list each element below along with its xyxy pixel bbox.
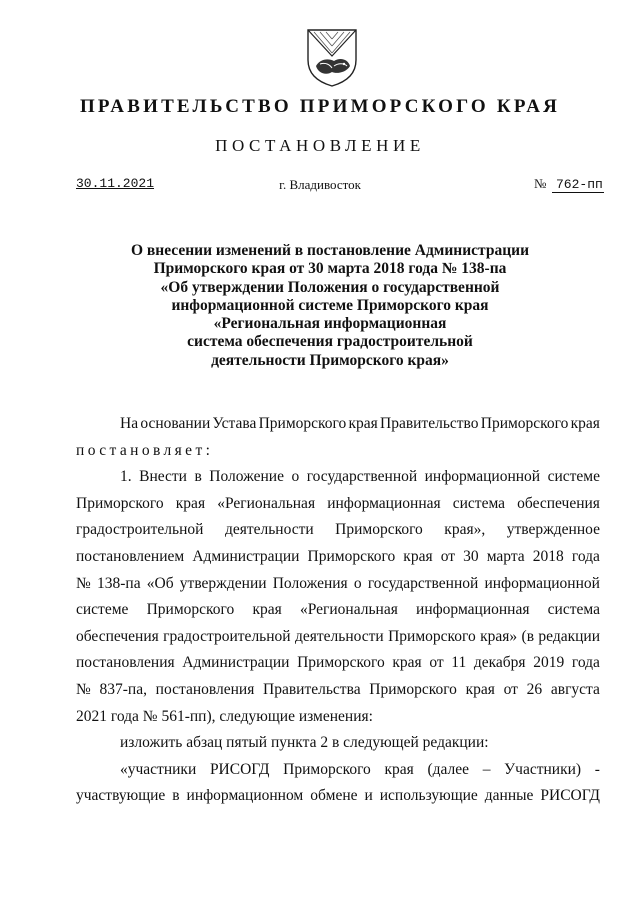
word: края xyxy=(403,547,433,565)
word: края xyxy=(252,601,282,619)
word: Положения xyxy=(272,574,348,592)
word: Приморского xyxy=(258,415,347,432)
word: Администрации xyxy=(192,547,300,565)
word: – xyxy=(482,760,491,778)
title-line: Приморского края от 30 марта 2018 года № 138-па xyxy=(153,260,507,278)
word: деятельности xyxy=(294,627,384,645)
word: Приморского xyxy=(297,654,385,672)
document-date: 30.11.2021 xyxy=(76,176,155,191)
word: градостроительной xyxy=(76,521,204,539)
word: информационном xyxy=(186,787,304,805)
word: Администрации xyxy=(182,654,290,672)
word: государственной xyxy=(367,574,479,592)
word: края», xyxy=(444,521,486,539)
word: данные xyxy=(484,787,534,805)
word: «Региональная xyxy=(217,494,316,512)
word: в xyxy=(194,468,202,486)
word: Приморского xyxy=(335,521,423,539)
title-line: О внесении изменений в постановление Администрации xyxy=(130,242,529,259)
word: информационной xyxy=(484,574,600,592)
word: использующие xyxy=(379,787,478,805)
word: утвержденное xyxy=(506,521,600,539)
word: Приморского xyxy=(76,494,164,512)
body-line: изложить абзац пятый пункта 2 в следующей редакции: xyxy=(120,734,489,752)
word: края xyxy=(392,654,422,672)
body-line: постановляет: xyxy=(76,441,214,459)
word: Правительство xyxy=(380,415,479,432)
body-line xyxy=(76,760,600,787)
word: информационная xyxy=(416,601,530,619)
word: Приморского xyxy=(369,680,457,698)
document-title xyxy=(110,242,550,370)
word: постановления xyxy=(76,654,175,672)
word: На xyxy=(120,415,139,432)
word: 11 xyxy=(451,654,467,672)
word: информационной xyxy=(424,468,541,486)
document-number: 762-пп xyxy=(552,177,604,193)
word: 2018 xyxy=(532,547,564,565)
word: обеспечения xyxy=(517,494,600,512)
word: обмене xyxy=(310,787,358,805)
word: деятельности xyxy=(224,521,314,539)
word: 1. xyxy=(120,468,132,486)
word: градостроительной xyxy=(163,627,291,645)
word: 837-па, xyxy=(99,680,147,698)
word: 26 xyxy=(526,680,543,698)
word: Правительства xyxy=(263,680,361,698)
word: основании xyxy=(140,415,211,432)
word: Устава xyxy=(212,415,257,432)
word: участвующие xyxy=(76,787,166,805)
word: Приморского xyxy=(388,627,476,645)
word: система xyxy=(547,601,600,619)
title-line: «Региональная информационная xyxy=(213,315,447,333)
word: о xyxy=(291,468,300,486)
title-line: информационной системе Приморского края xyxy=(171,296,489,314)
word: августа xyxy=(550,680,600,698)
word: системе xyxy=(76,601,129,619)
word: Внести xyxy=(139,468,187,486)
word: Приморского xyxy=(146,601,235,619)
word: редакции xyxy=(538,627,600,645)
body-line xyxy=(76,680,600,707)
word: 2019 xyxy=(533,654,565,672)
word: РИСОГД xyxy=(540,787,600,805)
word: постановления xyxy=(155,680,255,698)
word: информационная xyxy=(327,494,441,512)
word: РИСОГД xyxy=(209,760,270,778)
body-line xyxy=(76,600,600,627)
word: постановлением xyxy=(76,547,185,565)
body-line xyxy=(76,414,600,441)
word: и xyxy=(364,787,373,805)
word: Приморского xyxy=(283,760,371,778)
word: № xyxy=(76,680,91,698)
word: края xyxy=(570,415,600,432)
word: края xyxy=(465,680,495,698)
word: (далее xyxy=(427,760,470,778)
body-line xyxy=(76,574,600,601)
title-line: система обеспечения градостроительной xyxy=(187,333,473,351)
word: края» xyxy=(480,627,518,645)
body-line xyxy=(76,786,600,813)
word: края xyxy=(348,415,378,432)
word: обеспечения xyxy=(76,627,159,645)
word: года xyxy=(571,654,600,672)
word: «Региональная xyxy=(299,601,398,619)
document-type-heading: ПОСТАНОВЛЕНИЕ xyxy=(215,136,425,155)
government-heading: ПРАВИТЕЛЬСТВО ПРИМОРСКОГО КРАЯ xyxy=(79,96,561,117)
word: края xyxy=(384,760,414,778)
word: системе xyxy=(547,468,600,486)
word: Участники) xyxy=(504,760,582,778)
word: государственной xyxy=(306,468,418,486)
document-body xyxy=(76,414,600,813)
word: от xyxy=(503,680,518,698)
document-number-label: № xyxy=(534,176,547,191)
word: края xyxy=(175,494,206,512)
body-line xyxy=(76,627,600,654)
body-line xyxy=(76,520,600,547)
word: Приморского xyxy=(307,547,396,565)
body-line xyxy=(76,494,600,521)
document-city: г. Владивосток xyxy=(279,177,361,192)
word: № xyxy=(76,574,91,592)
body-line xyxy=(76,653,600,680)
word: в xyxy=(172,787,180,805)
word: утверждении xyxy=(179,574,267,592)
word: 138-па xyxy=(96,574,141,592)
word: (в xyxy=(521,627,535,645)
word: 30 xyxy=(463,547,479,565)
title-line: «Об утверждении Положения о государственной xyxy=(160,278,500,296)
word: декабря xyxy=(473,654,526,672)
title-line: деятельности Приморского края» xyxy=(211,351,449,369)
body-line xyxy=(76,547,600,574)
word: - xyxy=(594,760,600,778)
body-line xyxy=(76,467,600,494)
word: «участники xyxy=(120,760,197,778)
word: от xyxy=(440,547,456,565)
word: система xyxy=(452,494,506,512)
word: Приморского xyxy=(480,415,569,432)
word: «Об xyxy=(146,574,174,592)
word: марта xyxy=(486,547,525,565)
coat-of-arms-emblem xyxy=(302,26,362,88)
body-line: 2021 года № 561-пп), следующие изменения: xyxy=(76,707,373,725)
word: Положение xyxy=(209,468,284,486)
word: от xyxy=(429,654,444,672)
word: о xyxy=(353,574,362,592)
word: года xyxy=(571,547,600,565)
